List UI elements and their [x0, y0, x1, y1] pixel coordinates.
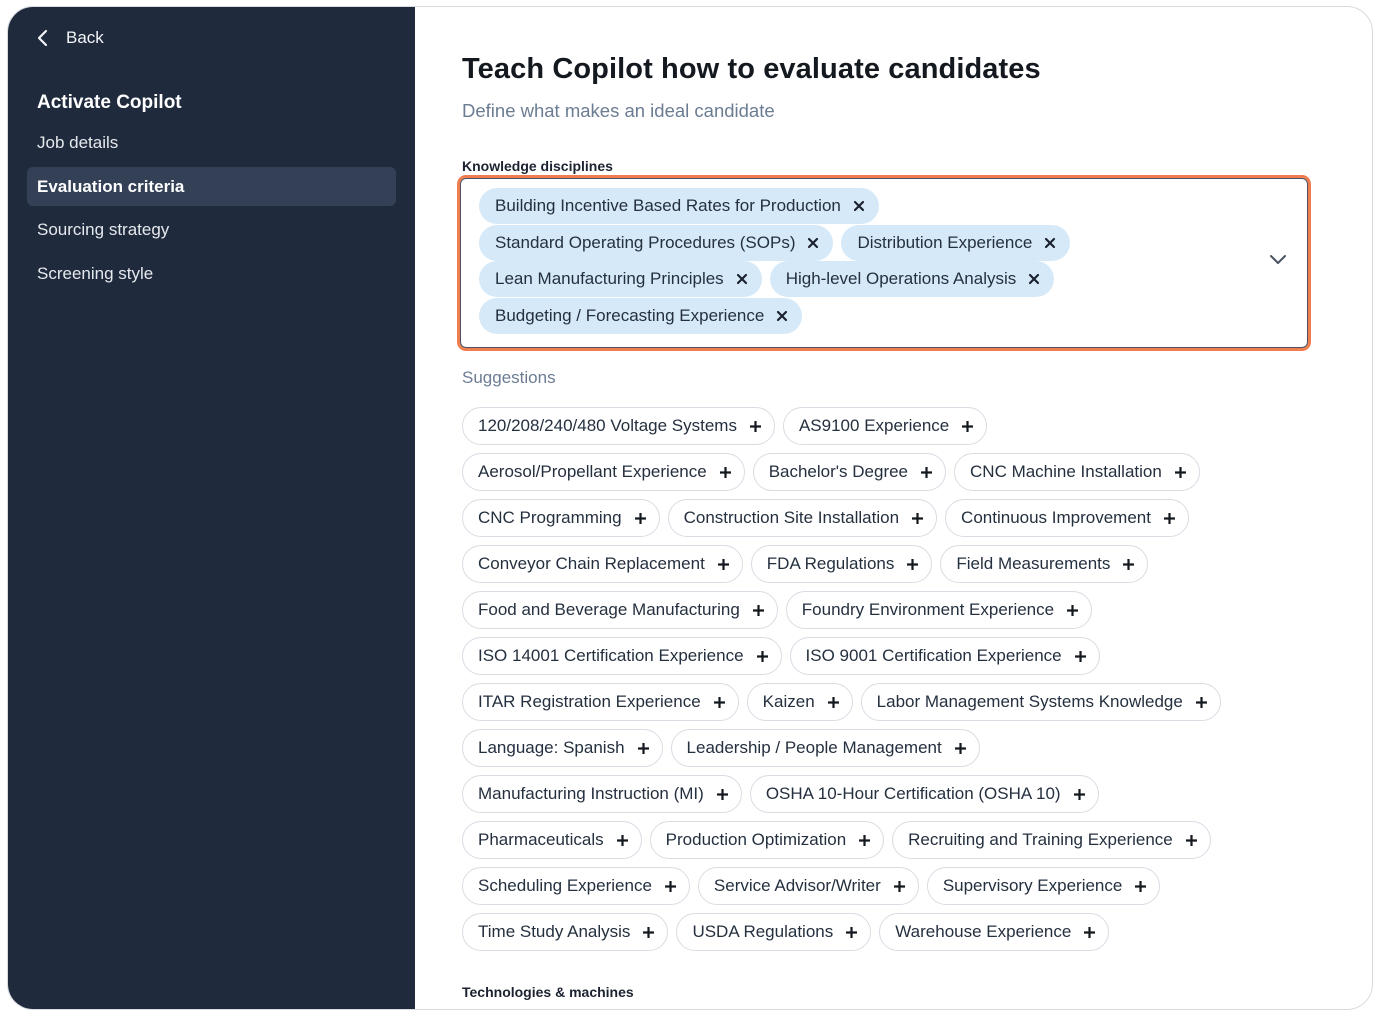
suggestion-chip[interactable]	[462, 499, 660, 537]
suggestion-chip[interactable]	[671, 729, 980, 767]
suggestion-chip[interactable]	[747, 683, 853, 721]
chip-label: Lean Manufacturing Principles	[495, 269, 724, 289]
chip-label: Distribution Experience	[857, 232, 1033, 252]
suggestion-chip[interactable]	[676, 913, 871, 951]
suggestion-label: Service Advisor/Writer	[713, 876, 881, 895]
suggestion-label: Scheduling Experience	[478, 876, 652, 895]
suggestion-label: Field Measurements	[956, 554, 1111, 573]
suggestion-chip[interactable]	[462, 821, 642, 859]
plus-icon	[749, 420, 762, 433]
plus-icon	[713, 696, 726, 709]
chevron-down-icon[interactable]	[1269, 253, 1287, 265]
page-title: Teach Copilot how to evaluate candidates	[462, 53, 1041, 85]
suggestion-label: Kaizen	[762, 692, 815, 711]
suggestion-chip[interactable]	[940, 545, 1148, 583]
suggestion-chip[interactable]	[753, 453, 946, 491]
suggestion-label: ISO 14001 Certification Experience	[478, 646, 744, 665]
suggestion-chip[interactable]	[861, 683, 1221, 721]
plus-icon	[634, 512, 647, 525]
selected-chip	[479, 188, 879, 224]
suggestion-label: Aerosol/Propellant Experience	[478, 462, 707, 481]
suggestion-label: Manufacturing Instruction (MI)	[478, 784, 704, 803]
plus-icon	[1074, 650, 1087, 663]
knowledge-disciplines-label: Knowledge disciplines	[462, 158, 613, 174]
suggestion-label: Conveyor Chain Replacement	[478, 554, 705, 573]
suggestion-chip[interactable]	[750, 775, 1099, 813]
suggestion-label: Supervisory Experience	[942, 876, 1123, 895]
plus-icon	[906, 558, 919, 571]
suggestion-chip[interactable]	[462, 407, 775, 445]
selected-chip	[479, 298, 802, 334]
plus-icon	[1185, 834, 1198, 847]
sidebar-item-sourcing-strategy[interactable]: Sourcing strategy	[37, 220, 170, 239]
plus-icon	[954, 742, 967, 755]
suggestion-label: Labor Management Systems Knowledge	[876, 692, 1183, 711]
plus-icon	[1134, 880, 1147, 893]
remove-icon[interactable]	[807, 237, 819, 249]
plus-icon	[637, 742, 650, 755]
suggestion-label: FDA Regulations	[766, 554, 895, 573]
suggestions-label: Suggestions	[462, 368, 556, 387]
suggestion-label: Construction Site Installation	[683, 508, 900, 527]
remove-icon[interactable]	[1028, 273, 1040, 285]
plus-icon	[961, 420, 974, 433]
suggestion-chip[interactable]	[751, 545, 933, 583]
suggestion-label: Leadership / People Management	[686, 738, 942, 757]
plus-icon	[893, 880, 906, 893]
suggestion-chip[interactable]	[786, 591, 1092, 629]
page-subtitle: Define what makes an ideal candidate	[462, 100, 775, 121]
plus-icon	[719, 466, 732, 479]
plus-icon	[920, 466, 933, 479]
chip-label: Building Incentive Based Rates for Production	[495, 196, 841, 216]
suggestions-list	[462, 407, 1312, 959]
suggestion-chip[interactable]	[668, 499, 937, 537]
suggestion-label: AS9100 Experience	[798, 416, 950, 435]
suggestion-label: Time Study Analysis	[478, 922, 631, 941]
suggestion-label: OSHA 10-Hour Certification (OSHA 10)	[765, 784, 1061, 803]
suggestion-label: Warehouse Experience	[895, 922, 1072, 941]
suggestion-chip[interactable]	[790, 637, 1100, 675]
chip-label: Budgeting / Forecasting Experience	[495, 305, 765, 325]
suggestion-label: Continuous Improvement	[961, 508, 1151, 527]
knowledge-disciplines-select[interactable]	[460, 178, 1308, 348]
suggestion-label: Language: Spanish	[478, 738, 625, 757]
suggestion-label: USDA Regulations	[692, 922, 834, 941]
chip-label: High-level Operations Analysis	[785, 269, 1017, 289]
sidebar-nav	[27, 123, 396, 293]
suggestion-chip[interactable]	[462, 775, 742, 813]
plus-icon	[616, 834, 629, 847]
plus-icon	[1195, 696, 1208, 709]
suggestion-chip[interactable]	[462, 591, 778, 629]
plus-icon	[845, 926, 858, 939]
suggestion-chip[interactable]	[462, 637, 782, 675]
app-window	[7, 6, 1373, 1010]
back-button[interactable]	[36, 25, 396, 51]
plus-icon	[756, 650, 769, 663]
suggestion-chip[interactable]	[650, 821, 884, 859]
suggestion-label: CNC Programming	[478, 508, 622, 527]
suggestion-label: 120/208/240/480 Voltage Systems	[478, 416, 737, 435]
plus-icon	[1073, 788, 1086, 801]
suggestion-chip[interactable]	[462, 545, 743, 583]
plus-icon	[716, 788, 729, 801]
suggestion-chip[interactable]	[927, 867, 1161, 905]
plus-icon	[664, 880, 677, 893]
suggestion-chip[interactable]	[879, 913, 1109, 951]
suggestion-label: CNC Machine Installation	[970, 462, 1162, 481]
remove-icon[interactable]	[1044, 237, 1056, 249]
plus-icon	[1083, 926, 1096, 939]
suggestion-chip[interactable]	[462, 913, 668, 951]
selected-chip	[479, 225, 833, 261]
plus-icon	[911, 512, 924, 525]
sidebar-item-job-details[interactable]: Job details	[37, 133, 119, 152]
sidebar-item-evaluation-criteria[interactable]: Evaluation criteria	[27, 167, 396, 206]
suggestion-chip[interactable]	[892, 821, 1211, 859]
chip-label: Standard Operating Procedures (SOPs)	[495, 232, 796, 252]
back-label: Back	[66, 28, 104, 47]
main-content	[415, 7, 1372, 1009]
suggestion-chip[interactable]	[954, 453, 1200, 491]
selected-chip	[479, 261, 762, 297]
suggestion-chip[interactable]	[462, 453, 745, 491]
plus-icon	[1122, 558, 1135, 571]
suggestion-label: Pharmaceuticals	[478, 830, 604, 849]
plus-icon	[1163, 512, 1176, 525]
sidebar	[8, 7, 415, 1009]
suggestion-chip[interactable]	[462, 683, 739, 721]
suggestion-label: Recruiting and Training Experience	[908, 830, 1173, 849]
suggestion-chip[interactable]	[462, 867, 690, 905]
suggestion-chip[interactable]	[783, 407, 987, 445]
suggestion-label: Food and Beverage Manufacturing	[478, 600, 740, 619]
chevron-left-icon	[36, 29, 50, 47]
suggestion-label: ISO 9001 Certification Experience	[805, 646, 1062, 665]
suggestion-label: Production Optimization	[665, 830, 847, 849]
sidebar-item-screening-style[interactable]: Screening style	[37, 263, 154, 283]
selected-chip	[770, 261, 1055, 297]
selected-chip	[841, 225, 1070, 261]
remove-icon[interactable]	[736, 273, 748, 285]
suggestion-label: ITAR Registration Experience	[478, 692, 701, 711]
plus-icon	[717, 558, 730, 571]
remove-icon[interactable]	[776, 310, 788, 322]
technologies-machines-label: Technologies & machines	[462, 984, 634, 1000]
plus-icon	[752, 604, 765, 617]
plus-icon	[1174, 466, 1187, 479]
suggestion-chip[interactable]	[945, 499, 1189, 537]
plus-icon	[827, 696, 840, 709]
plus-icon	[642, 926, 655, 939]
remove-icon[interactable]	[853, 200, 865, 212]
suggestion-chip[interactable]	[462, 729, 663, 767]
plus-icon	[858, 834, 871, 847]
suggestion-label: Bachelor's Degree	[768, 462, 909, 481]
plus-icon	[1066, 604, 1079, 617]
suggestion-chip[interactable]	[698, 867, 919, 905]
suggestion-label: Foundry Environment Experience	[801, 600, 1055, 619]
sidebar-title: Activate Copilot	[37, 92, 182, 113]
